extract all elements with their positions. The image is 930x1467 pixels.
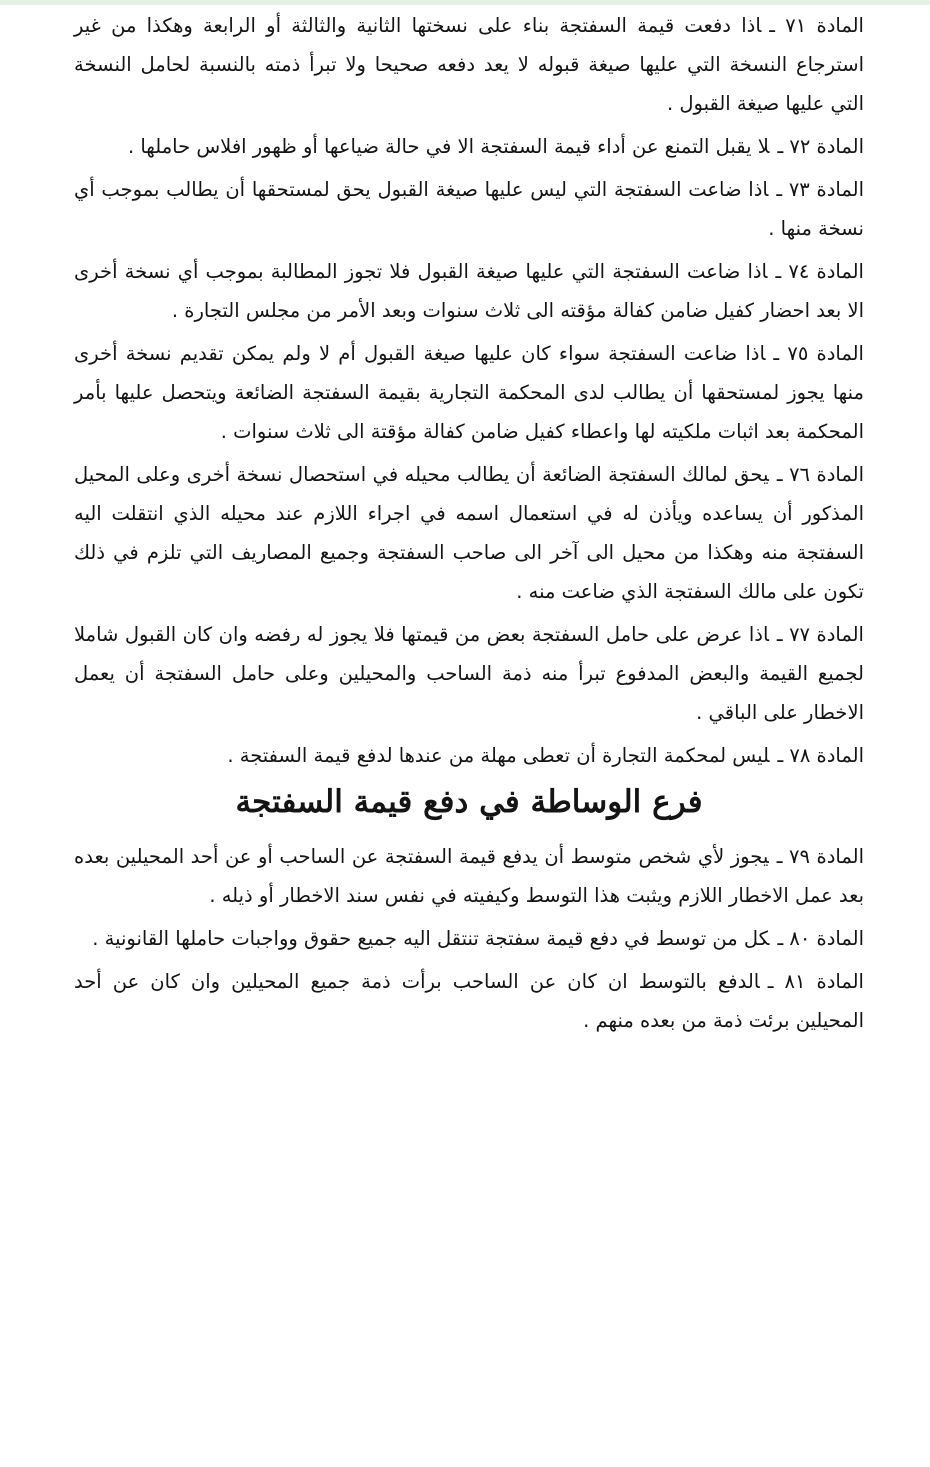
article-text: يجوز لأي شخص متوسط أن يدفع قيمة السفتجة عن الساحب أو عن أحد المحيلين بعده بعد عمل الاخطار اللازم ويثبت هذا التوسط وكيفيته في نفس سند الاخطار أو ذيله . [74,845,864,907]
article-81 [74,962,864,1040]
article-79 [74,837,864,915]
article-78 [74,736,864,775]
article-text: اذا ضاعت السفتجة سواء كان عليها صيغة القبول أم لا ولم يمكن تقديم نسخة أخرى منها يجوز لمستحقها أن يطالب لدى المحكمة التجارية بقيمة السفتجة الضائعة ويتحصل عليها بأمر المحكمة بعد اثبات ملكيته لها واعطاء كفيل ضامن كفالة مؤقتة الى ثلاث سنوات . [74,342,864,443]
article-number: المادة ٧٧ ـ [776,623,864,646]
article-text: كل من توسط في دفع قيمة سفتجة تنتقل اليه جميع حقوق وواجبات حاملها القانونية . [92,927,770,950]
article-75 [74,334,864,451]
document-page [74,6,864,1044]
article-text: ليس لمحكمة التجارة أن تعطى مهلة من عندها لدفع قيمة السفتجة . [227,744,770,767]
article-number: المادة ٨٠ ـ [777,927,864,950]
article-74 [74,252,864,330]
article-number: المادة ٧٨ ـ [777,744,864,767]
article-number: المادة ٧٤ ـ [775,260,864,283]
article-number: المادة ٧٩ ـ [776,845,864,868]
article-80 [74,919,864,958]
section-heading: فرع الوساطة في دفع قيمة السفتجة [235,784,703,820]
article-text: اذا ضاعت السفتجة التي ليس عليها صيغة القبول يحق لمستحقها أن يطالب بموجب أي نسخة منها . [74,178,864,240]
article-text: لا يقبل التمنع عن أداء قيمة السفتجة الا في حالة ضياعها أو ظهور افلاس حاملها . [127,135,770,158]
article-number: المادة ٧٣ ـ [776,178,864,201]
article-number: المادة ٧١ ـ [769,14,864,37]
article-76 [74,455,864,611]
article-number: المادة ٧٦ ـ [776,463,864,486]
article-text: الدفع بالتوسط ان كان عن الساحب برأت ذمة جميع المحيلين وان كان عن أحد المحيلين برئت ذمة من بعده منهم . [74,970,864,1032]
article-text: اذا ضاعت السفتجة التي عليها صيغة القبول فلا تجوز المطالبة بموجب أي نسخة أخرى الا بعد احضار كفيل ضامن كفالة مؤقته الى ثلاث سنوات وبعد الأمر من مجلس التجارة . [74,260,864,322]
article-71 [74,6,864,123]
article-number: المادة ٧٢ ـ [777,135,864,158]
article-text: اذا عرض على حامل السفتجة بعض من قيمتها فلا يجوز له رفضه وان كان القبول شاملا لجميع القيمة والبعض المدفوع تبرأ منه ذمة الساحب والمحيلين وعلى حامل السفتجة أن يعمل الاخطار على الباقي . [74,623,864,724]
article-text: اذا دفعت قيمة السفتجة بناء على نسختها الثانية والثالثة أو الرابعة وهكذا من غير استرجاع النسخة التي عليها صيغة قبوله لا يعد دفعه صحيحا ولا تبرأ ذمته بالنسبة لحامل النسخة التي عليها صيغة القبول . [74,14,864,115]
article-text: يحق لمالك السفتجة الضائعة أن يطالب محيله في استحصال نسخة أخرى وعلى المحيل المذكور أن يساعده ويأذن له في استعمال اسمه في اجراء اللازم عند محيله الذي انتقلت اليه السفتجة منه وهكذا من محيل الى آخر الى صاحب السفتجة وجميع المصاريف التي تلزم في ذلك تكون على مالك السفتجة الذي ضاعت منه . [74,463,864,603]
article-number: المادة ٨١ ـ [767,970,864,993]
page-top-edge [0,0,930,5]
article-number: المادة ٧٥ ـ [773,342,864,365]
article-72 [74,127,864,166]
article-73 [74,170,864,248]
article-77 [74,615,864,732]
